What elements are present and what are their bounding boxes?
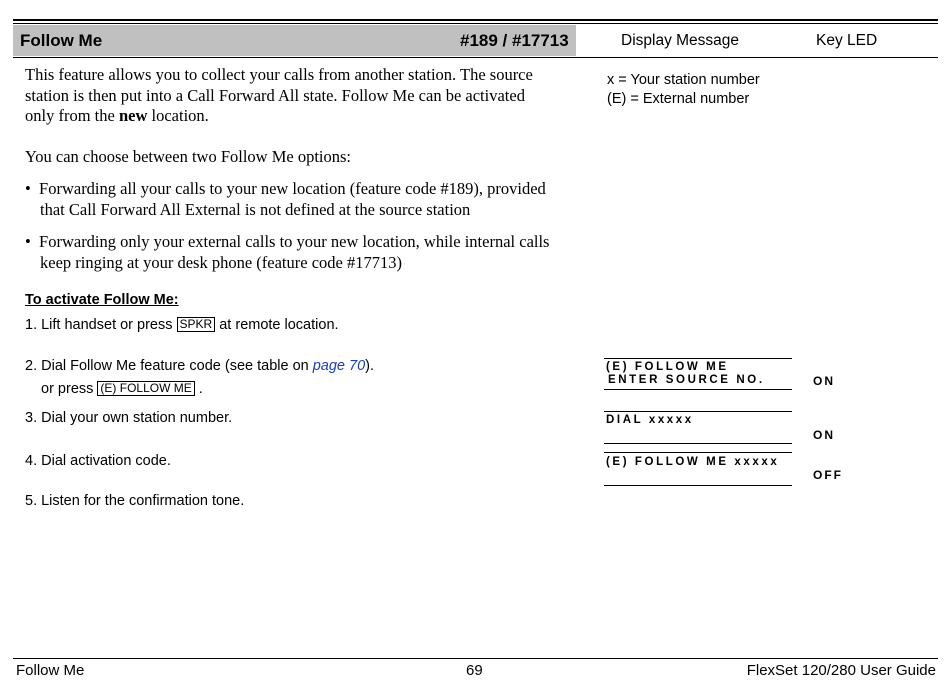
top-rule-thick xyxy=(13,19,938,21)
header-bottom-rule xyxy=(13,57,938,58)
led-state-1: ON xyxy=(813,374,835,388)
intro-line-1: This feature allows you to collect your calls from another station. The source xyxy=(25,65,533,84)
intro-line-2: station is then put into a Call Forward All state. Follow Me can be activated xyxy=(25,85,525,105)
key-led-column-header: Key LED xyxy=(816,32,878,49)
page-70-link[interactable]: page 70 xyxy=(312,358,366,374)
step-1: 1. Lift handset or press SPKR at remote location. xyxy=(25,317,339,333)
footer-guide-title: FlexSet 120/280 User Guide xyxy=(746,662,936,679)
display-2-bottom-rule xyxy=(604,443,792,444)
display-message-follow-me-line-1: (E) FOLLOW ME xyxy=(606,361,729,373)
led-state-2: ON xyxy=(813,428,835,442)
bullet-item-189: • Forwarding all your calls to your new location (feature code #189), provided that Call Forward All External is not defined at the source station xyxy=(25,179,546,219)
top-rule-thin xyxy=(13,23,938,24)
step-4: 4. Dial activation code. xyxy=(25,453,171,469)
follow-me-key[interactable]: (E) FOLLOW ME xyxy=(97,381,194,396)
step-3: 3. Dial your own station number. xyxy=(25,410,233,426)
footer-section-title: Follow Me xyxy=(16,662,85,679)
page-number: 69 xyxy=(466,662,483,679)
display-message-follow-me-active: (E) FOLLOW ME xxxxx xyxy=(606,456,780,468)
feature-codes: #189 / #17713 xyxy=(460,31,569,50)
procedure-heading: To activate Follow Me: xyxy=(25,292,179,308)
step-2: 2. Dial Follow Me feature code (see table on page 70). xyxy=(25,358,375,374)
bullet-dot: • xyxy=(25,179,40,198)
bullet-dot: • xyxy=(25,232,40,251)
spkr-key[interactable]: SPKR xyxy=(177,317,216,332)
display-3-top-rule xyxy=(604,452,792,453)
intro-paragraph xyxy=(25,65,585,127)
display-3-bottom-rule xyxy=(604,485,792,486)
intro-line-3: only from the new location. xyxy=(25,106,209,125)
step-5: 5. Listen for the confirmation tone. xyxy=(25,493,245,509)
legend-station-number: x = Your station number xyxy=(607,72,760,88)
page-title: Follow Me xyxy=(20,31,103,50)
display-1-bottom-rule xyxy=(604,389,792,390)
step-2-alternative: or press (E) FOLLOW ME . xyxy=(41,381,203,397)
legend-external-number: (E) = External number xyxy=(607,91,750,107)
options-intro: You can choose between two Follow Me options: xyxy=(25,147,352,166)
display-message-dial: DIAL xxxxx xyxy=(606,414,694,426)
display-1-top-rule xyxy=(604,358,792,359)
display-2-top-rule xyxy=(604,411,792,412)
footer-rule xyxy=(13,658,938,659)
bullet-item-17713: • Forwarding only your external calls to your new location, while internal calls keep ringing at your desk phone (feature code #17713) xyxy=(25,232,550,272)
display-message-column-header: Display Message xyxy=(621,32,740,49)
emphasis-new: new xyxy=(118,106,148,125)
display-message-follow-me-line-2: ENTER SOURCE NO. xyxy=(608,374,765,386)
led-state-3: OFF xyxy=(813,468,843,482)
